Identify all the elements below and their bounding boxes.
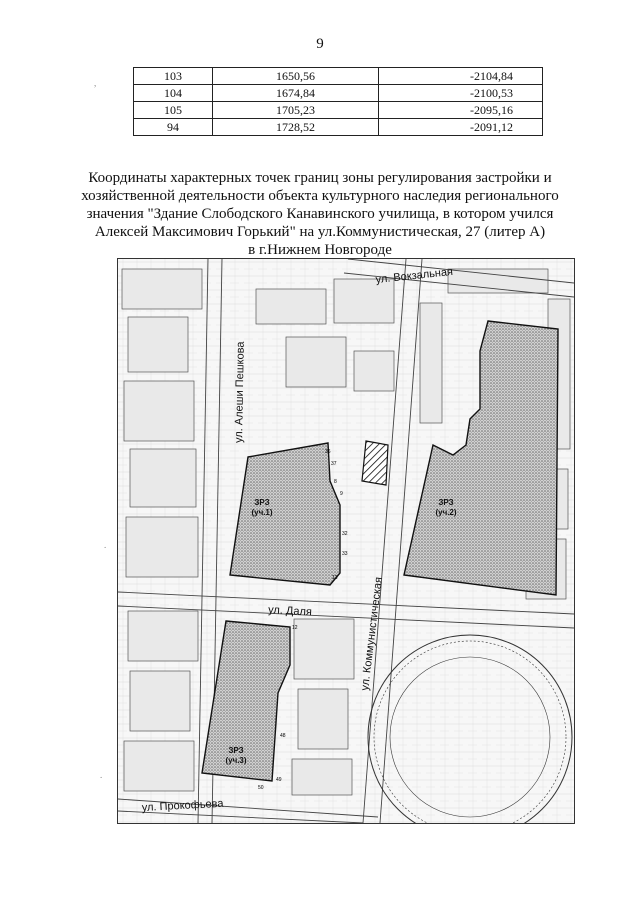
boundary-point-label: 13 [332,575,338,581]
y-coordinate-cell: -2104,84 [379,68,543,85]
table-row [134,68,543,85]
zone-code-2: ЗРЗ [438,498,454,507]
boundary-point-label: 33 [342,551,348,557]
boundary-point-label: 50 [258,785,264,791]
boundary-point-label: 36 [325,449,331,455]
street-label-dalya: ул. Даля [267,604,313,619]
zone-parcel-label-1: (уч.1) [251,508,273,517]
heading-line: в г.Нижнем Новгороде [248,242,392,258]
x-coordinate-cell: 1650,56 [213,68,379,85]
heading-line: Координаты характерных точек границ зоны регулирования застройки и [88,170,552,186]
point-number-cell: 103 [134,68,213,85]
y-coordinate-cell: -2091,12 [379,119,543,136]
point-number-cell: 105 [134,102,213,119]
heading-line: значения "Здание Слободского Канавинского училища, в котором учился [86,206,554,222]
y-coordinate-cell: -2095,16 [379,102,543,119]
zone-parcel-label-2: (уч.2) [435,508,457,517]
map-heading [0,169,640,259]
x-coordinate-cell: 1705,23 [213,102,379,119]
boundary-point-label: 9 [340,491,343,497]
table-row [134,119,543,136]
heading-line: хозяйственной деятельности объекта культурного наследия регионального [81,188,559,204]
zone-code-3: ЗРЗ [228,746,244,755]
x-coordinate-cell: 1728,52 [213,119,379,136]
point-number-cell: 94 [134,119,213,136]
boundary-point-label: 49 [276,777,282,783]
heritage-building [362,441,388,485]
zone-parcel-label-3: (уч.3) [225,756,247,765]
margin-mark: , [94,78,97,88]
street-label-kommunisticheskaya: ул. Коммунистическая [359,576,385,692]
boundary-point-label: 48 [280,733,286,739]
margin-mark: . [104,540,107,550]
coordinates-table [133,67,543,136]
boundary-point-label: 8 [334,479,337,485]
point-number-cell: 104 [134,85,213,102]
street-label-aleksei-peshkov: ул. Алеши Пешкова [233,341,247,444]
cadastral-map [117,258,575,824]
street-label-prokofeva: ул. Прокофьева [141,797,224,814]
boundary-point-label: 32 [342,531,348,537]
zone-code-1: ЗРЗ [254,498,270,507]
table-row [134,85,543,102]
margin-mark: . [100,770,103,780]
street-label-vokzalnaya: ул. Вокзальная [375,265,454,286]
heading-line: Алексей Максимович Горький" на ул.Коммунистическая, 27 (литер А) [94,224,546,240]
x-coordinate-cell: 1674,84 [213,85,379,102]
boundary-point-label: 37 [331,461,337,467]
page-number: 9 [316,36,324,52]
zone-parcel-1 [230,443,340,585]
y-coordinate-cell: -2100,53 [379,85,543,102]
boundary-point-label: 12 [292,625,298,631]
table-row [134,102,543,119]
